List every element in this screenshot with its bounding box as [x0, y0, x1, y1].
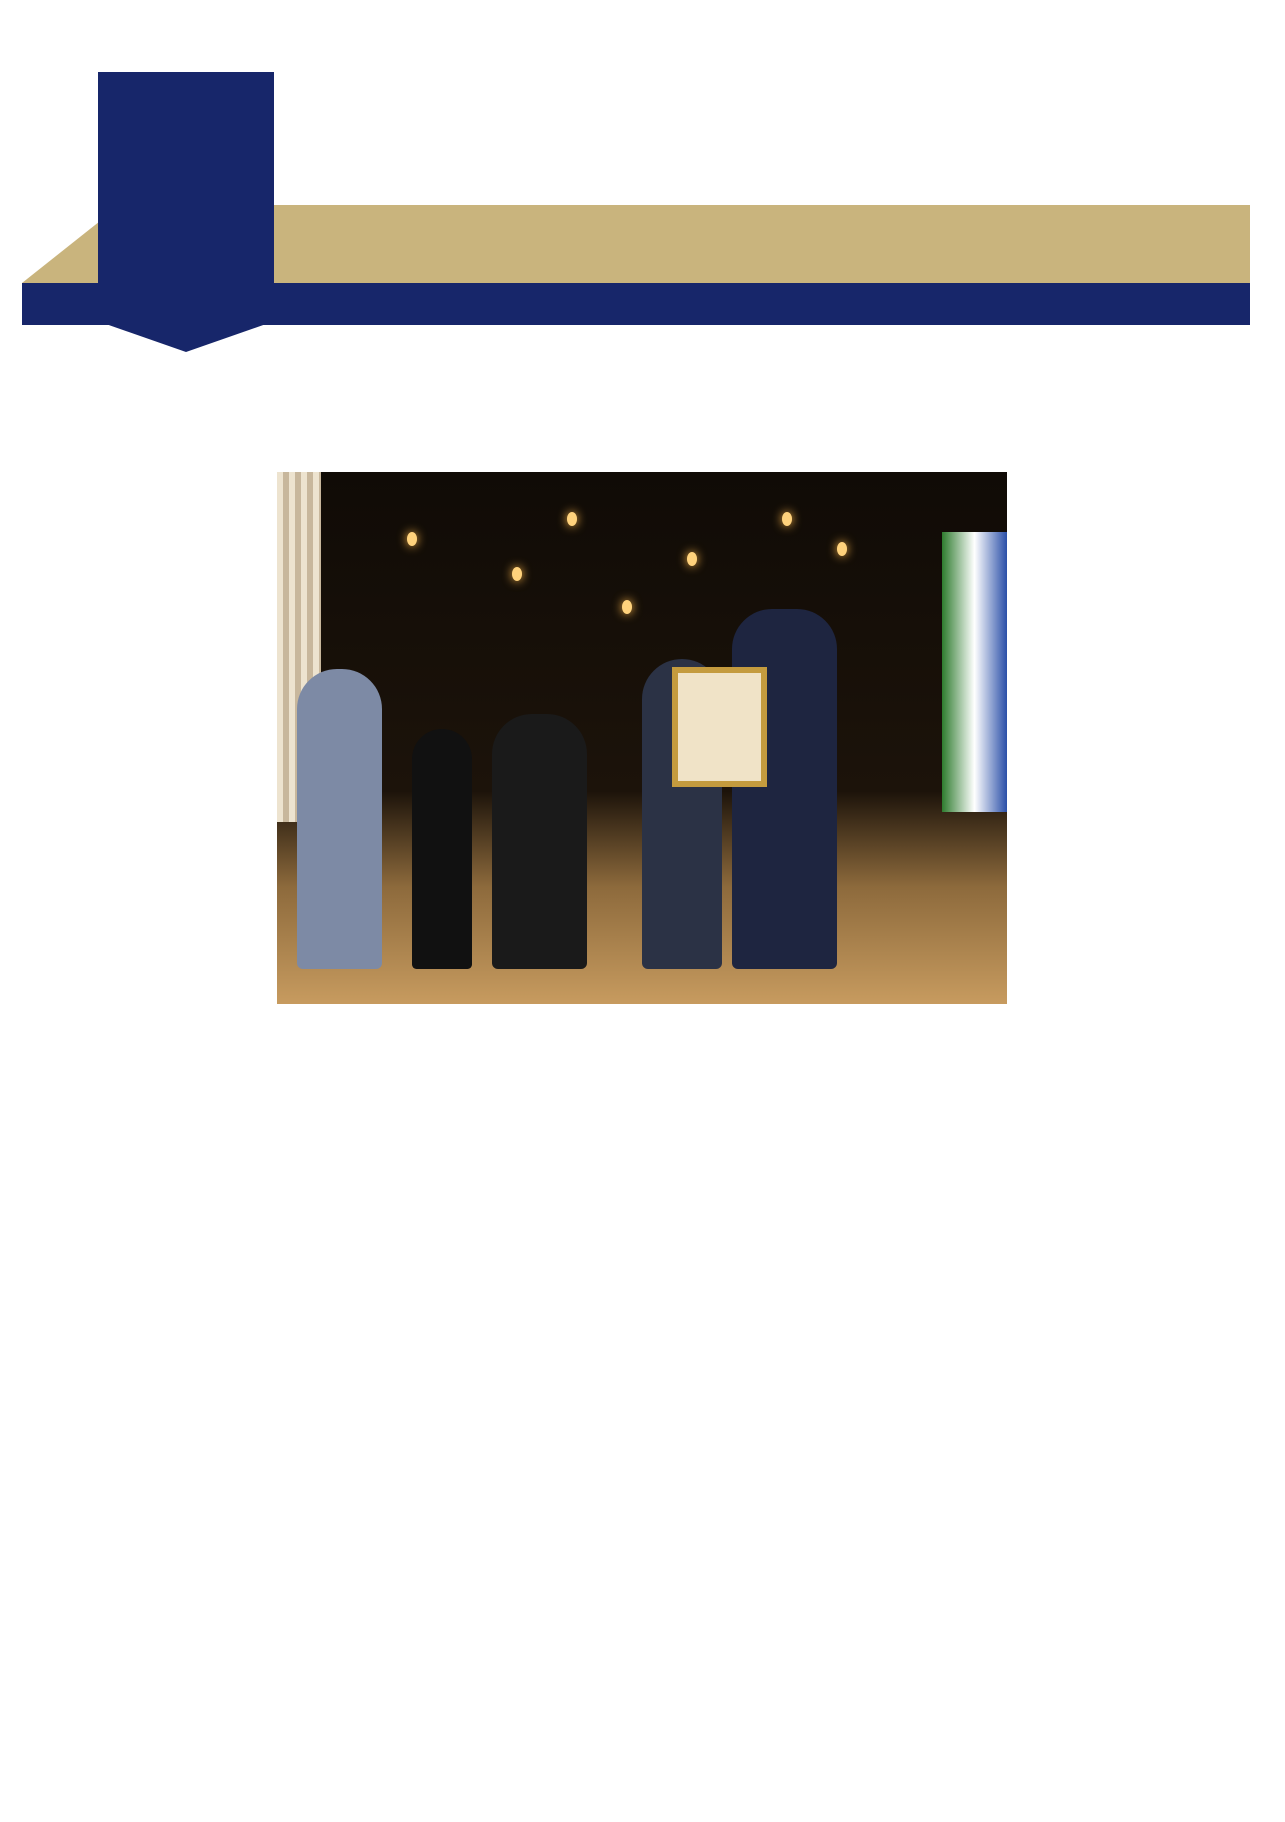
- anniversary-badge: [98, 72, 274, 352]
- column-2: [277, 1018, 509, 1042]
- ceremony-photo: [277, 472, 1007, 1004]
- person-flowers: [412, 729, 472, 969]
- stage-bulb: [837, 542, 847, 556]
- diploma-frame: [672, 667, 767, 787]
- stage-bulb: [512, 567, 522, 581]
- person-left: [297, 669, 382, 969]
- column-3: [527, 1018, 759, 1042]
- stage-bulb: [567, 512, 577, 526]
- city-flag: [942, 532, 1007, 812]
- stage-bulb: [407, 532, 417, 546]
- column-1: [27, 470, 259, 494]
- person-laureate: [492, 714, 587, 969]
- stage-bulb: [622, 600, 632, 614]
- stage-bulb: [782, 512, 792, 526]
- person-mayor: [732, 609, 837, 969]
- stage-bulb: [687, 552, 697, 566]
